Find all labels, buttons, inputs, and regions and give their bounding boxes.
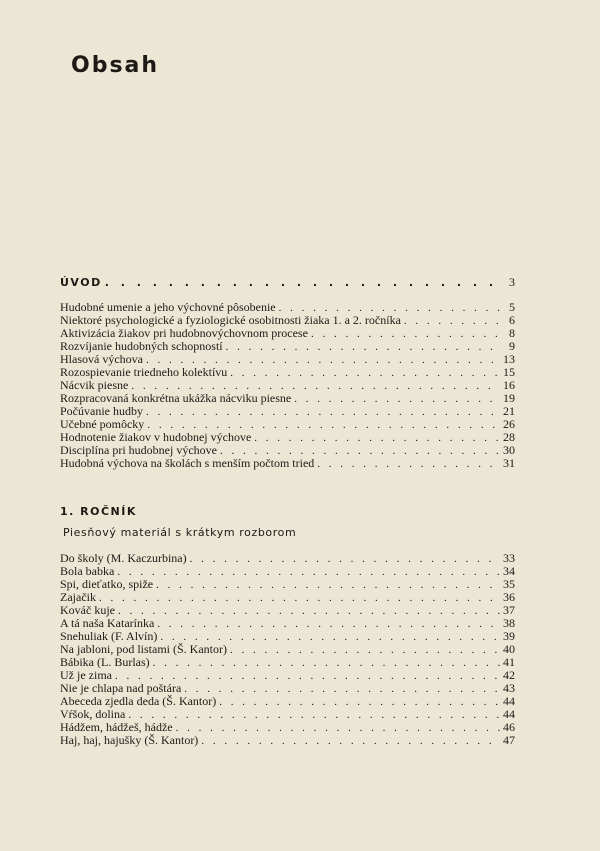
toc-entry-title: Hodnotenie žiakov v hudobnej výchove [60, 430, 252, 444]
dot-leader [184, 683, 500, 696]
dot-leader [156, 579, 500, 592]
toc-entry-title: Abeceda zjedla deda (Š. Kantor) [60, 694, 217, 708]
toc-entry-title: Disciplína pri hudobnej výchove [60, 443, 217, 457]
dot-leader [294, 393, 500, 406]
toc-entry-page: 34 [503, 564, 515, 578]
dot-leader [146, 406, 500, 419]
toc-entry-page: 35 [503, 577, 515, 591]
toc-entry-title: Počúvanie hudby [60, 404, 143, 418]
toc-list-uvod [60, 301, 515, 470]
dot-leader [118, 605, 500, 618]
toc-entry-page: 26 [503, 417, 515, 431]
toc-entry-title: Na jabloni, pod listami (Š. Kantor) [60, 642, 227, 656]
toc-entry-page: 46 [503, 720, 515, 734]
toc-entry [60, 552, 515, 565]
toc-entry-title: Bábika (L. Burlas) [60, 655, 150, 669]
toc-entry-page: 42 [503, 668, 515, 682]
toc-entry-page: 37 [503, 603, 515, 617]
toc-entry [60, 578, 515, 591]
dot-leader [226, 341, 500, 354]
toc-entry-title: Nie je chlapa nad poštára [60, 681, 182, 695]
toc-entry-page: 33 [503, 551, 515, 565]
toc-entry-page: 38 [503, 616, 515, 630]
toc-entry-title: Hlasová výchova [60, 352, 143, 366]
toc-entry [60, 591, 515, 604]
toc-entry-title: Do školy (M. Kaczurbina) [60, 551, 187, 565]
section-subheading: Piesňový materiál s krátkym rozborom [63, 526, 297, 539]
toc-list-rocnik1 [60, 552, 515, 747]
dot-leader [201, 735, 500, 748]
toc-entry-page: 19 [503, 391, 515, 405]
toc-entry [60, 366, 515, 379]
toc-entry [60, 457, 515, 470]
toc-entry-title: Hádžem, hádžeš, hádže [60, 720, 173, 734]
toc-entry-title: Spi, dieťatko, spiže [60, 577, 154, 591]
toc-entry-page: 30 [503, 443, 515, 457]
toc-entry-title: Hudobná výchova na školách s menším počtom tried [60, 456, 315, 470]
section-heading-text: 1. ROČNÍK [60, 505, 137, 518]
dot-leader [117, 566, 500, 579]
dot-leader [219, 696, 500, 709]
toc-entry [60, 656, 515, 669]
toc-entry-page: 47 [503, 733, 515, 747]
dot-leader [230, 644, 500, 657]
toc-entry-title: Kováč kuje [60, 603, 115, 617]
toc-entry-page: 43 [503, 681, 515, 695]
dot-leader [157, 618, 500, 631]
toc-entry-page: 5 [509, 300, 515, 314]
toc-entry-title: Vŕšok, dolina [60, 707, 126, 721]
page-title: Obsah [71, 53, 160, 78]
toc-entry-title: Nácvik piesne [60, 378, 129, 392]
dot-leader [317, 458, 500, 471]
toc-entry-page: 21 [503, 404, 515, 418]
toc-entry-page: 41 [503, 655, 515, 669]
toc-entry-title: A tá naša Katarínka [60, 616, 155, 630]
toc-entry-page: 13 [503, 352, 515, 366]
toc-entry-page: 40 [503, 642, 515, 656]
toc-entry-title: Haj, haj, hajušky (Š. Kantor) [60, 733, 199, 747]
toc-entry-page: 36 [503, 590, 515, 604]
toc-entry [60, 734, 515, 747]
dot-leader [105, 276, 500, 289]
toc-entry-title: Učebné pomôcky [60, 417, 145, 431]
dot-leader [99, 592, 500, 605]
toc-entry-title: Bola babka [60, 564, 115, 578]
toc-entry-title: Aktivizácia žiakov pri hudobnovýchovnom procese [60, 326, 308, 340]
dot-leader [153, 657, 500, 670]
toc-entry-page: 15 [503, 365, 515, 379]
toc-entry-title: Už je zima [60, 668, 112, 682]
toc-entry-page: 31 [503, 456, 515, 470]
section-heading-text: ÚVOD [60, 276, 102, 289]
toc-entry-page: 44 [503, 694, 515, 708]
toc-entry-title: Rozpracovaná konkrétna ukážka nácviku piesne [60, 391, 292, 405]
dot-leader [190, 553, 500, 566]
toc-entry [60, 695, 515, 708]
section-page-number: 3 [509, 275, 515, 289]
toc-entry-title: Niektoré psychologické a fyziologické osobitnosti žiaka 1. a 2. ročníka [60, 313, 401, 327]
toc-entry-page: 44 [503, 707, 515, 721]
toc-entry-page: 39 [503, 629, 515, 643]
section-heading-rocnik1 [60, 505, 515, 521]
toc-entry-page: 16 [503, 378, 515, 392]
dot-leader [404, 315, 500, 328]
toc-entry-page: 28 [503, 430, 515, 444]
dot-leader [311, 328, 500, 341]
toc-entry-title: Zajačik [60, 590, 96, 604]
toc-entry-page: 8 [509, 326, 515, 340]
toc-entry-title: Snehuliak (F. Alvín) [60, 629, 158, 643]
dot-leader [254, 432, 500, 445]
toc-entry-title: Hudobné umenie a jeho výchovné pôsobenie [60, 300, 276, 314]
dot-leader [230, 367, 500, 380]
toc-entry-page: 6 [509, 313, 515, 327]
section-heading-uvod [60, 276, 515, 289]
dot-leader [176, 722, 500, 735]
dot-leader [128, 709, 500, 722]
toc-entry-title: Rozvíjanie hudobných schopností [60, 339, 223, 353]
toc-entry-page: 9 [509, 339, 515, 353]
toc-entry-title: Rozospievanie triedneho kolektívu [60, 365, 228, 379]
